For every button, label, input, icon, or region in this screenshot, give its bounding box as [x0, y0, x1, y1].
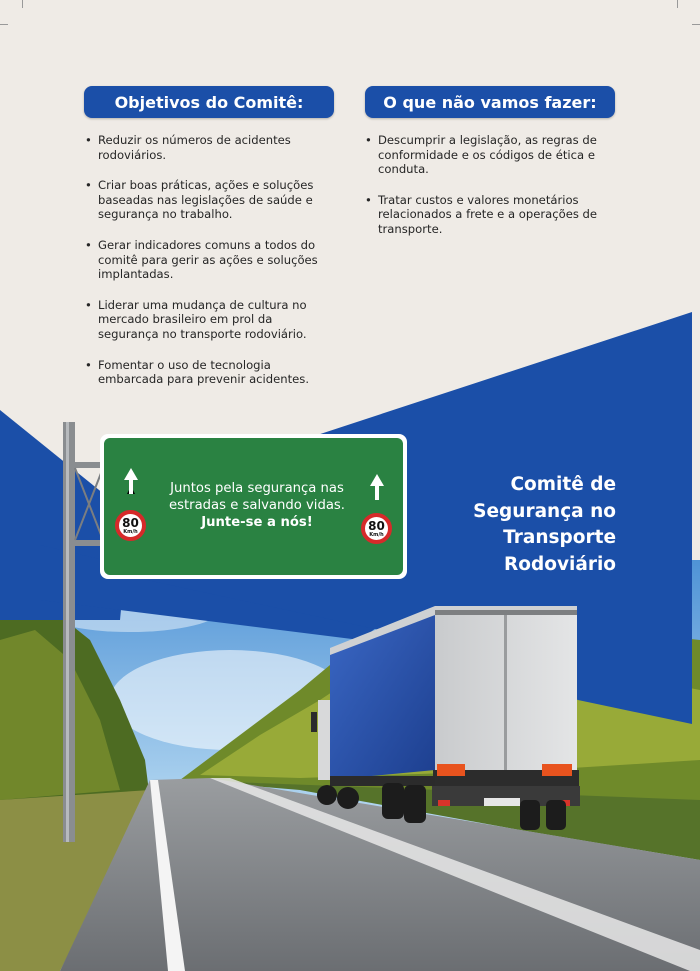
- committee-title: [440, 472, 616, 578]
- not-doing-heading: O que não vamos fazer:: [365, 86, 615, 118]
- objectives-list: [84, 133, 324, 403]
- sign-line-1: Juntos pela segurança nas: [170, 481, 344, 496]
- speed-limit-unit: Km/h: [123, 529, 138, 535]
- speed-limit-sign-left: [115, 510, 146, 541]
- list-item: • Gerar indicadores comuns a todos do comitê para gerir as ações e soluções implantadas.: [84, 238, 324, 282]
- committee-title-line: Rodoviário: [504, 553, 616, 575]
- truck: [311, 606, 580, 830]
- list-item: • Criar boas práticas, ações e soluções baseadas nas legislações de saúde e segurança no trabalho.: [84, 178, 324, 222]
- list-item: • Tratar custos e valores monetários relacionados a frete e a operações de transporte.: [364, 193, 606, 237]
- crop-mark: [692, 24, 700, 25]
- committee-title-line: Comitê de: [510, 474, 616, 495]
- sign-line-3: Junte-se a nós!: [201, 515, 313, 530]
- crop-mark: [22, 0, 23, 8]
- list-item: • Reduzir os números de acidentes rodoviários.: [84, 133, 324, 162]
- list-item: • Fomentar o uso de tecnologia embarcada para prevenir acidentes.: [84, 358, 324, 387]
- speed-limit-value: 80: [122, 516, 139, 530]
- sign-line-2: estradas e salvando vidas.: [169, 498, 345, 513]
- speed-limit-unit: Km/h: [369, 532, 384, 538]
- not-doing-list: [364, 133, 606, 253]
- road-sign-text: [152, 480, 362, 531]
- committee-title-line: Transporte: [503, 527, 616, 548]
- objectives-heading: Objetivos do Comitê:: [84, 86, 334, 118]
- list-item: • Descumprir a legislação, as regras de conformidade e os códigos de ética e conduta.: [364, 133, 606, 177]
- crop-mark: [0, 24, 8, 25]
- list-item: • Liderar uma mudança de cultura no mercado brasileiro em prol da segurança no transporte rodoviário.: [84, 298, 324, 342]
- speed-limit-sign-right: [361, 513, 392, 544]
- speed-limit-value: 80: [368, 519, 385, 533]
- crop-mark: [677, 0, 678, 8]
- committee-title-line: Segurança no: [473, 500, 616, 522]
